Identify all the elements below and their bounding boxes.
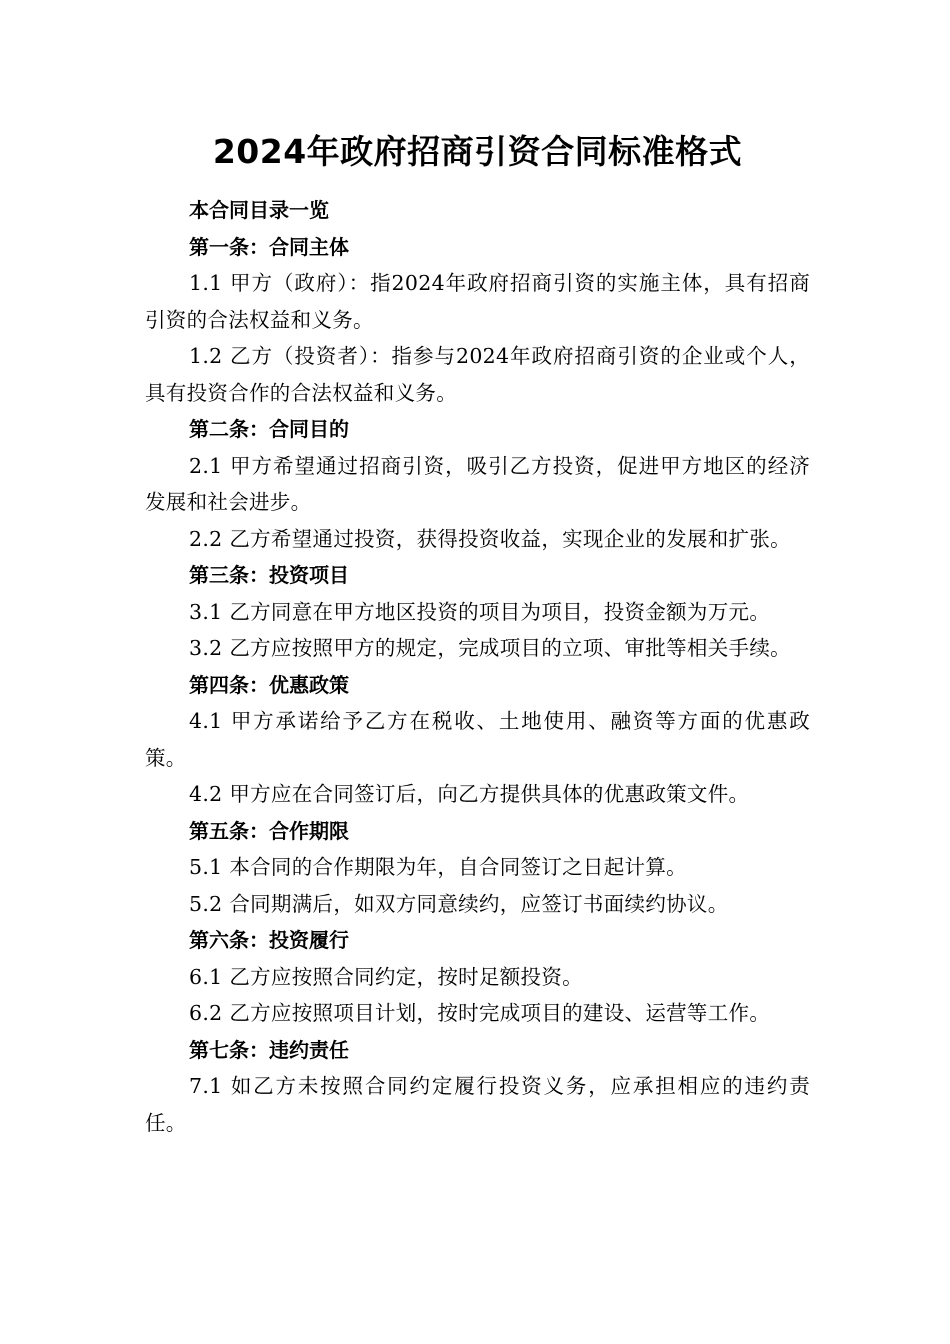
- section-7: [145, 1032, 810, 1142]
- section-1: [145, 229, 810, 412]
- clause: 3.1 乙方同意在甲方地区投资的项目为项目，投资金额为万元。: [189, 599, 771, 624]
- document-title: 2024年政府招商引资合同标准格式: [212, 132, 743, 171]
- section-4: [145, 667, 810, 813]
- section-3: [145, 557, 810, 667]
- clause: 6.1 乙方应按照合同约定，按时足额投资。: [189, 964, 583, 989]
- section-heading: 第四条：优惠政策: [189, 672, 349, 697]
- clause: 2.2 乙方希望通过投资，获得投资收益，实现企业的发展和扩张。: [189, 526, 791, 551]
- section-2: [145, 411, 810, 557]
- clause: 4.2 甲方应在合同签订后，向乙方提供具体的优惠政策文件。: [189, 782, 750, 806]
- clause: 1.2 乙方（投资者）：指参与2024年政府招商引资的企业或个人，具有投资合作的合法权益和义务。: [145, 344, 810, 405]
- toc-heading: 本合同目录一览: [189, 198, 329, 222]
- section-heading: 第五条：合作期限: [189, 818, 349, 843]
- section-heading: 第三条：投资项目: [189, 563, 349, 587]
- clause: 7.1 如乙方未按照合同约定履行投资义务，应承担相应的违约责任。: [145, 1074, 810, 1135]
- section-heading: 第一条：合同主体: [189, 234, 349, 259]
- clause: 4.1 甲方承诺给予乙方在税收、土地使用、融资等方面的优惠政策。: [145, 709, 810, 770]
- clause: 5.2 合同期满后，如双方同意续约，应签订书面续约协议。: [189, 891, 729, 916]
- clause: 3.2 乙方应按照甲方的规定，完成项目的立项、审批等相关手续。: [189, 636, 791, 660]
- clause: 6.2 乙方应按照项目计划，按时完成项目的建设、运营等工作。: [189, 1001, 771, 1025]
- clause: 2.1 甲方希望通过招商引资，吸引乙方投资，促进甲方地区的经济发展和社会进步。: [145, 453, 810, 514]
- section-heading: 第七条：违约责任: [189, 1037, 349, 1062]
- clause: 5.1 本合同的合作期限为年，自合同签订之日起计算。: [189, 855, 687, 879]
- clause: 1.1 甲方（政府）：指2024年政府招商引资的实施主体，具有招商引资的合法权益和义务。: [145, 271, 810, 332]
- section-heading: 第六条：投资履行: [189, 928, 349, 952]
- section-6: [145, 922, 810, 1032]
- document-page: [145, 120, 810, 1141]
- section-5: [145, 813, 810, 923]
- section-heading: 第二条：合同目的: [189, 417, 349, 441]
